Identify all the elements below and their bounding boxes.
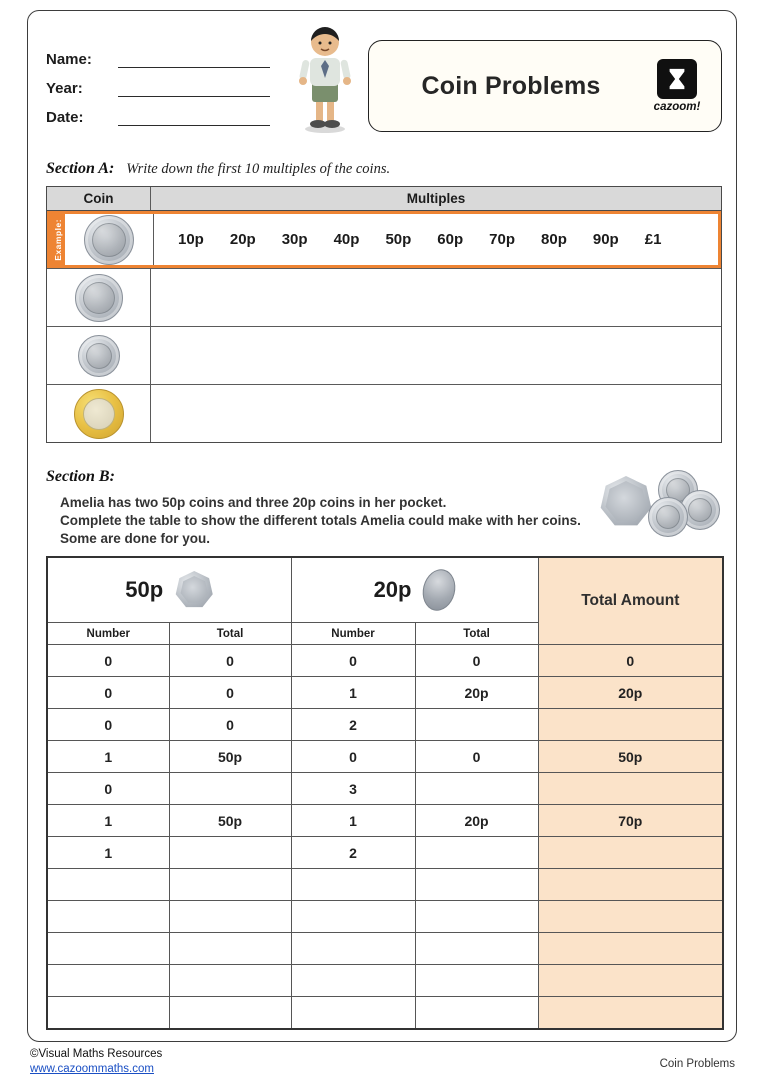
section-a-heading: Section A: (46, 160, 115, 177)
cazoom-logo-icon (657, 59, 697, 99)
twenty-pence-label: 20p (373, 577, 412, 602)
cell-50p-number (47, 901, 169, 933)
cell-total-amount (538, 869, 723, 901)
multiple-value: £1 (644, 231, 662, 248)
cell-total-amount: 50p (538, 741, 723, 773)
answer-cell-blank (151, 327, 721, 384)
table-row (47, 677, 723, 709)
cell-50p-total (169, 869, 291, 901)
total-amount-header: Total Amount (538, 557, 723, 645)
cell-20p-total (415, 997, 538, 1030)
section-a-instruction: Write down the first 10 multiples of the coins. (126, 161, 391, 177)
multiple-value: 90p (592, 231, 619, 248)
multiples-column-header: Multiples (406, 191, 466, 206)
cell-50p-total: 0 (169, 709, 291, 741)
cell-total-amount (538, 901, 723, 933)
cell-50p-total (169, 901, 291, 933)
cazoom-logo (645, 59, 709, 113)
section-a-heading-row (46, 160, 390, 178)
cell-50p-number (47, 997, 169, 1030)
title-box (368, 40, 722, 132)
section-b-line1: Amelia has two 50p coins and three 20p coins in her pocket. (60, 495, 447, 510)
multiple-value: 40p (333, 231, 360, 248)
table-row (47, 805, 723, 837)
subheader-total: Total (169, 623, 291, 645)
multiple-value: 80p (541, 231, 567, 248)
cell-20p-total (415, 869, 538, 901)
cell-50p-total: 0 (169, 645, 291, 677)
cell-20p-number: 2 (291, 709, 415, 741)
cell-20p-total: 0 (415, 645, 538, 677)
answer-cell-blank (151, 385, 721, 442)
multiple-value: 10p (178, 231, 204, 248)
section-b-text (60, 494, 581, 548)
cell-50p-number: 0 (47, 773, 169, 805)
coin-column-header: Coin (47, 187, 151, 210)
worksheet-name: Coin Problems (659, 1058, 735, 1070)
cell-20p-number (291, 933, 415, 965)
cell-50p-number (47, 965, 169, 997)
cell-total-amount (538, 933, 723, 965)
multiples-table (46, 186, 722, 443)
example-multiples (154, 214, 718, 265)
totals-table (46, 556, 724, 1030)
name-blank-line (118, 51, 270, 68)
cell-total-amount: 70p (538, 805, 723, 837)
cell-total-amount (538, 709, 723, 741)
boy-illustration (294, 24, 356, 139)
cell-total-amount: 20p (538, 677, 723, 709)
one-pound-coin-icon (74, 389, 124, 439)
cell-50p-number: 0 (47, 645, 169, 677)
cell-total-amount: 0 (538, 645, 723, 677)
table-row (47, 384, 721, 442)
multiple-value: 30p (281, 231, 308, 248)
cell-20p-total: 20p (415, 805, 538, 837)
cell-total-amount (538, 997, 723, 1030)
fifty-pence-coin-icon (175, 571, 213, 609)
cell-20p-total (415, 773, 538, 805)
cell-50p-number (47, 869, 169, 901)
cell-20p-total: 0 (415, 741, 538, 773)
cell-50p-total (169, 933, 291, 965)
answer-cell-blank (151, 269, 721, 326)
cell-20p-total (415, 901, 538, 933)
fifty-pence-label: 50p (125, 577, 164, 602)
cell-50p-number: 0 (47, 709, 169, 741)
ten-pence-coin-icon (84, 215, 134, 265)
cell-50p-total: 50p (169, 741, 291, 773)
coin-cell (65, 214, 154, 265)
cell-50p-total (169, 997, 291, 1030)
table-row (47, 997, 723, 1030)
multiples-table-body (46, 211, 722, 443)
date-blank-line (118, 109, 270, 126)
table-row (47, 837, 723, 869)
subheader-number: Number (291, 623, 415, 645)
name-label: Name: (46, 51, 92, 68)
cell-20p-number: 0 (291, 645, 415, 677)
year-blank-line (118, 80, 270, 97)
coin-cell (47, 269, 151, 326)
cell-20p-number: 1 (291, 805, 415, 837)
date-label: Date: (46, 109, 84, 126)
cazoom-logo-text: cazoom! (653, 101, 701, 113)
cell-20p-number: 0 (291, 741, 415, 773)
cell-20p-total (415, 933, 538, 965)
year-label: Year: (46, 80, 83, 97)
cell-50p-number: 1 (47, 805, 169, 837)
date-row (46, 106, 270, 126)
twenty-pence-coin-icon (419, 566, 460, 614)
year-row (46, 77, 270, 97)
section-b-heading-row (46, 468, 115, 486)
multiple-value: 50p (385, 231, 412, 248)
cell-50p-total: 50p (169, 805, 291, 837)
table-row (47, 869, 723, 901)
example-label: Example: (52, 218, 63, 261)
cell-total-amount (538, 837, 723, 869)
cell-20p-total (415, 965, 538, 997)
table-row (47, 709, 723, 741)
cell-50p-number: 1 (47, 837, 169, 869)
name-row (46, 48, 270, 68)
table-row (47, 645, 723, 677)
cell-20p-total (415, 709, 538, 741)
subheader-number: Number (47, 623, 169, 645)
section-b-line2: Complete the table to show the different totals Amelia could make with her coins. (60, 513, 581, 528)
table-row (47, 773, 723, 805)
section-b-line3: Some are done for you. (60, 531, 211, 546)
table-row (47, 933, 723, 965)
twenty-pence-coin-icon (648, 497, 688, 537)
cell-total-amount (538, 773, 723, 805)
cell-50p-number: 1 (47, 741, 169, 773)
fifty-pence-coin-icon (600, 476, 652, 528)
cell-total-amount (538, 965, 723, 997)
table-row (47, 965, 723, 997)
cell-50p-number: 0 (47, 677, 169, 709)
cell-20p-number (291, 965, 415, 997)
silver-coin-icon (75, 274, 123, 322)
cell-20p-number: 3 (291, 773, 415, 805)
fifty-pence-group-header (47, 557, 291, 623)
multiple-value: 60p (437, 231, 464, 248)
cell-20p-total (415, 837, 538, 869)
example-row (47, 211, 721, 268)
website-link[interactable]: www.cazoommaths.com (30, 1063, 154, 1075)
section-b-heading: Section B: (46, 468, 115, 485)
cell-50p-total (169, 773, 291, 805)
copyright-text: ©Visual Maths Resources (30, 1048, 163, 1060)
small-silver-coin-icon (78, 335, 120, 377)
cell-20p-number: 2 (291, 837, 415, 869)
coin-cluster-illustration (600, 470, 722, 538)
coin-cell (47, 385, 151, 442)
multiple-value: 70p (489, 231, 516, 248)
cell-50p-total: 0 (169, 677, 291, 709)
cell-20p-number (291, 901, 415, 933)
multiples-table-header (46, 186, 722, 211)
page-title: Coin Problems (421, 71, 601, 100)
cell-20p-number: 1 (291, 677, 415, 709)
table-row (47, 741, 723, 773)
table-row (47, 326, 721, 384)
cell-20p-total: 20p (415, 677, 538, 709)
twenty-pence-group-header (291, 557, 538, 623)
cell-20p-number (291, 869, 415, 901)
example-strip (50, 214, 65, 265)
table-row (47, 901, 723, 933)
coin-cell (47, 327, 151, 384)
cell-50p-total (169, 837, 291, 869)
subheader-total: Total (415, 623, 538, 645)
table-row (47, 268, 721, 326)
multiple-value: 20p (229, 231, 256, 248)
cell-50p-total (169, 965, 291, 997)
cell-50p-number (47, 933, 169, 965)
cell-20p-number (291, 997, 415, 1030)
